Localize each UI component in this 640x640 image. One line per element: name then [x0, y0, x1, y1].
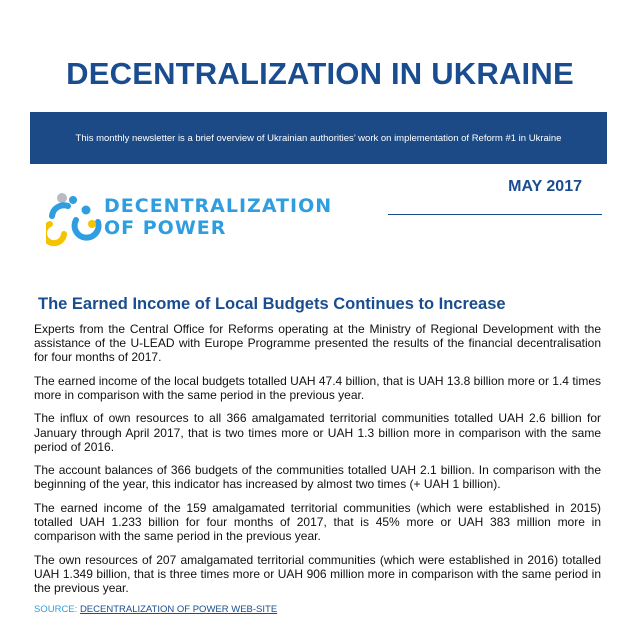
month-divider [388, 214, 602, 215]
paragraph: The influx of own resources to all 366 amalgamated territorial communities totalled UAH 2.6 billion for January through April 2017, that is two times more or UAH 1.3 billion more in comparison with the same period of 2016. [34, 411, 601, 454]
paragraph: Experts from the Central Office for Reforms operating at the Ministry of Regional Development with the assistance of the U-LEAD with Europe Programme presented the results of the financial decentralisation for four months of 2017. [34, 322, 601, 365]
issue-month: MAY 2017 [508, 178, 582, 195]
newsletter-title: DECENTRALIZATION IN UKRAINE [66, 56, 574, 91]
logo-mark-icon [46, 190, 106, 254]
source-label: SOURCE: [34, 604, 80, 616]
decentralization-logo [46, 190, 346, 254]
source-link[interactable]: DECENTRALIZATION OF POWER WEB-SITE [79, 604, 278, 616]
paragraph: The account balances of 366 budgets of the communities totalled UAH 2.1 billion. In comparison with the beginning of the year, this indicator has increased by almost two times (+ UAH 1 billion). [34, 463, 601, 492]
banner-text: This monthly newsletter is a brief overview of Ukrainian authorities’ work on implementation of Reform #1 in Ukraine [75, 132, 562, 144]
paragraph: The own resources of 207 amalgamated territorial communities (which were established in 2016) totalled UAH 1.349 billion, that is three times more or UAH 906 million more in comparison with the same period in the previous year. [34, 552, 601, 595]
paragraph: The earned income of the local budgets totalled UAH 47.4 billion, that is UAH 13.8 billion more or 1.4 times more in comparison with the same period in the previous year. [34, 373, 601, 402]
source-line [34, 603, 601, 617]
article-title: The Earned Income of Local Budgets Continues to Increase [38, 295, 506, 313]
article-body [34, 322, 601, 618]
logo-wordmark [104, 195, 332, 239]
paragraph: The earned income of the 159 amalgamated territorial communities (which were established in 2015) totalled UAH 1.233 billion for four months of 2017, that is 45% more or UAH 383 million more in comparison with the same period in the previous year. [34, 500, 601, 544]
logo-line-2: OF POWER [104, 217, 227, 239]
logo-line-1: DECENTRALIZATION [104, 195, 333, 217]
newsletter-banner [30, 112, 607, 164]
